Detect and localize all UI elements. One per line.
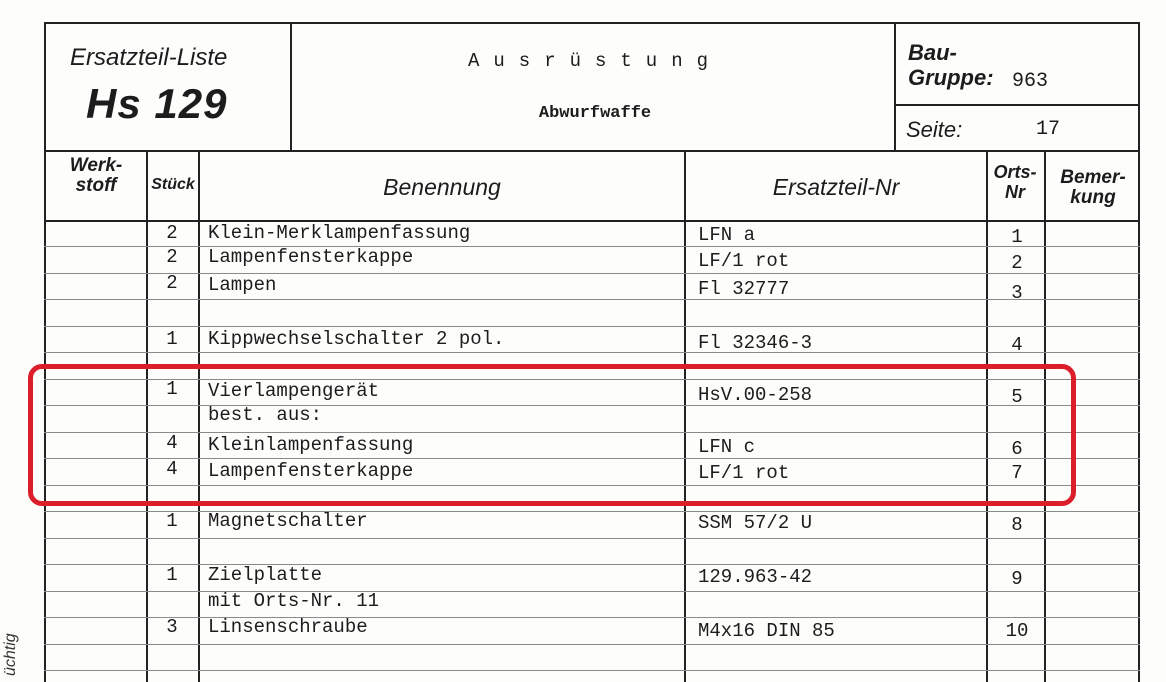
row-qty: 4 — [166, 432, 178, 454]
row-name: Lampenfensterkappe — [208, 246, 414, 268]
row-name: Kippwechselschalter 2 pol. — [208, 328, 505, 350]
section-title: Ausrüstung — [467, 50, 723, 72]
col-werkstoff: Werk- stoff — [69, 155, 123, 196]
row-name: Linsenschraube — [208, 616, 368, 638]
row-qty: 1 — [166, 510, 178, 532]
row-part: LF/1 rot — [698, 462, 790, 484]
row-part: SSM 57/2 U — [698, 512, 813, 534]
row-part: LFN a — [698, 224, 756, 246]
list-label: Ersatzteil-Liste — [70, 44, 228, 71]
col-benennung: Benennung — [383, 174, 501, 200]
row-qty: 4 — [166, 458, 178, 480]
col-orts-nr: Orts- Nr — [993, 162, 1037, 202]
row-ort: 4 — [1011, 334, 1023, 356]
row-qty: 1 — [166, 378, 178, 400]
row-name: Magnetschalter — [208, 510, 368, 532]
col-ersatzteil-nr: Ersatzteil-Nr — [772, 174, 900, 200]
row-ort: 1 — [1011, 226, 1023, 248]
row-name: mit Orts-Nr. 11 — [208, 590, 380, 612]
side-note: üchtig — [2, 633, 19, 676]
row-qty: 3 — [166, 616, 178, 638]
row-name: Zielplatte — [208, 564, 323, 586]
row-ort: 6 — [1011, 438, 1023, 460]
row-name: Vierlampengerät — [208, 380, 380, 402]
col-stueck: Stück — [151, 176, 195, 193]
row-name: Klein-Merklampenfassung — [208, 222, 471, 244]
row-name: Kleinlampenfassung — [208, 434, 414, 456]
row-name: Lampen — [208, 274, 277, 296]
ruled-line — [44, 538, 1140, 539]
page-label: Seite: — [906, 117, 963, 142]
row-qty: 2 — [166, 272, 178, 294]
row-qty: 2 — [166, 246, 178, 268]
row-name: Lampenfensterkappe — [208, 460, 414, 482]
aircraft-title: Hs 129 — [86, 80, 228, 127]
ruled-line — [44, 644, 1140, 645]
row-part: Fl 32346-3 — [698, 332, 813, 354]
row-ort: 8 — [1011, 514, 1023, 536]
ruled-line — [44, 299, 1140, 300]
page-value: 17 — [1036, 118, 1061, 141]
ruled-line — [44, 326, 1140, 327]
group-label: Bau- Gruppe: — [908, 40, 994, 90]
row-ort: 9 — [1011, 568, 1023, 590]
subsection-title: Abwurfwaffe — [538, 104, 652, 123]
row-name: best. aus: — [208, 404, 323, 426]
row-part: HsV.00-258 — [698, 384, 813, 406]
row-ort: 10 — [1005, 620, 1029, 642]
row-ort: 2 — [1011, 252, 1023, 274]
row-ort: 3 — [1011, 282, 1023, 304]
row-qty: 1 — [166, 328, 178, 350]
ruled-line — [44, 352, 1140, 353]
section-box — [290, 22, 896, 152]
row-part: M4x16 DIN 85 — [698, 620, 835, 642]
col-bemerkung: Bemer- kung — [1060, 167, 1126, 208]
row-part: Fl 32777 — [698, 278, 790, 300]
row-ort: 5 — [1011, 386, 1023, 408]
ruled-line — [44, 670, 1140, 671]
row-part: LF/1 rot — [698, 250, 790, 272]
row-qty: 2 — [166, 222, 178, 244]
row-part: 129.963-42 — [698, 566, 813, 588]
highlight-box — [28, 364, 1076, 506]
row-part: LFN c — [698, 436, 756, 458]
row-ort: 7 — [1011, 462, 1023, 484]
row-qty: 1 — [166, 564, 178, 586]
group-value: 963 — [1012, 70, 1049, 93]
